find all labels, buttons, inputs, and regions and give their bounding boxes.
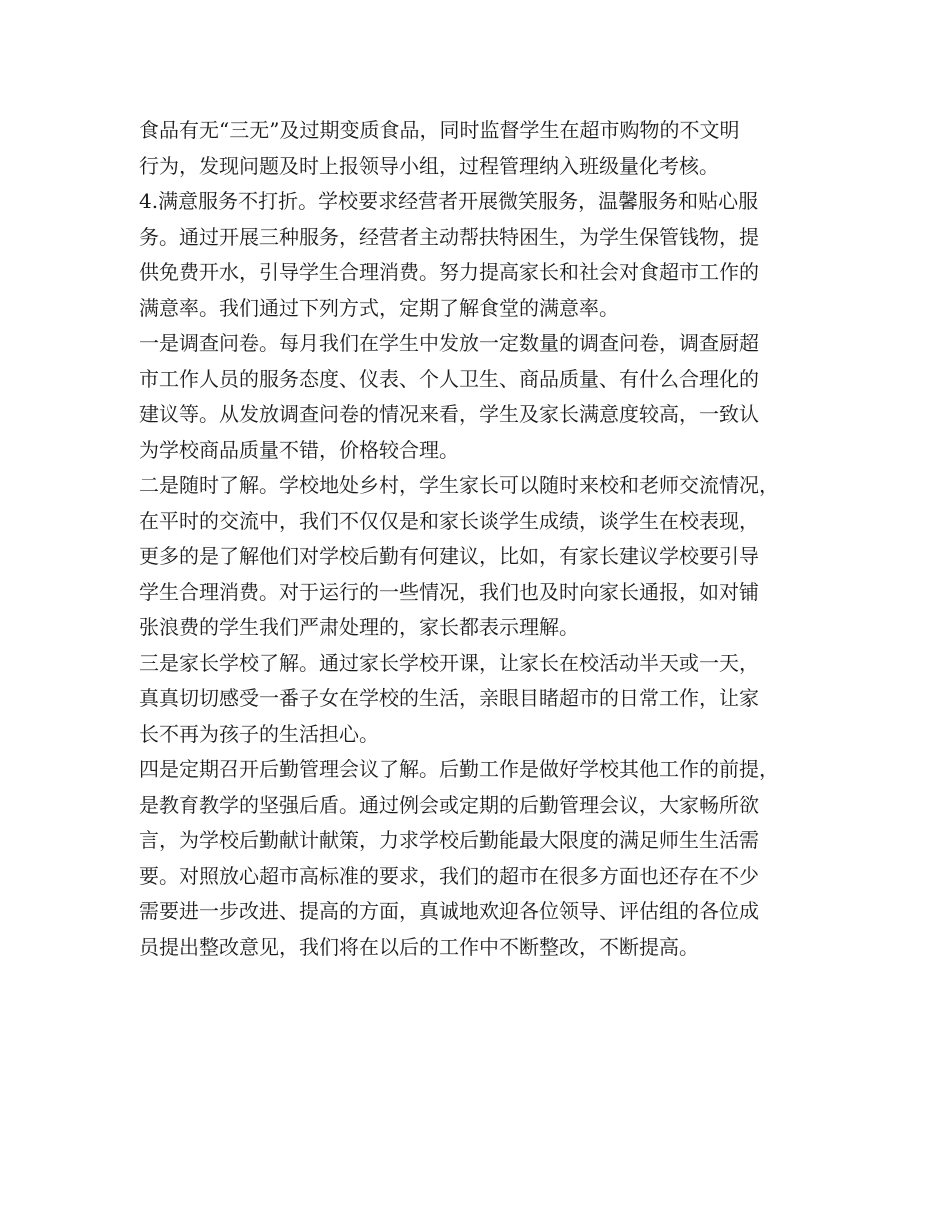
text-line: 要。对照放心超市高标准的要求，我们的超市在很多方面也还存在不少 [139,863,759,888]
text-line: 行为，发现问题及时上报领导小组，过程管理纳入班级量化考核。 [139,153,719,178]
text-line: 4.满意服务不打折。学校要求经营者开展微笑服务，温馨服务和贴心服 [139,189,759,213]
text-line: 满意率。我们通过下列方式，定期了解食堂的满意率。 [139,295,619,320]
text-line: 建议等。从发放调查问卷的情况来看，学生及家长满意度较高，一致认 [139,402,759,426]
text-line: 言，为学校后勤献计献策，力求学校后勤能最大限度的满足师生生活需 [139,828,759,852]
text-line: 为学校商品质量不错，价格较合理。 [139,437,459,462]
text-line: 在平时的交流中，我们不仅仅是和家长谈学生成绩，谈学生在校表现， [139,508,759,533]
text-line: 一是调查问卷。每月我们在学生中发放一定数量的调查问卷，调查厨超 [139,331,759,355]
text-line: 食品有无“三无”及过期变质食品，同时监督学生在超市购物的不文明 [139,118,740,142]
text-line: 长不再为孩子的生活担心。 [139,721,379,746]
text-line: 务。通过开展三种服务，经营者主动帮扶特困生，为学生保管钱物，提 [139,224,759,249]
text-line: 张浪费的学生我们严肃处理的，家长都表示理解。 [139,615,579,639]
text-line: 四是定期召开后勤管理会议了解。后勤工作是做好学校其他工作的前提， [139,757,779,781]
text-line: 真真切切感受一番子女在学校的生活，亲眼目睹超市的日常工作，让家 [139,686,759,710]
text-line: 更多的是了解他们对学校后勤有何建议，比如，有家长建议学校要引导 [139,544,759,568]
text-line: 是教育教学的坚强后盾。通过例会或定期的后勤管理会议，大家畅所欲 [139,792,759,817]
text-line: 供免费开水，引导学生合理消费。努力提高家长和社会对食超市工作的 [139,260,759,284]
text-line: 市工作人员的服务态度、仪表、个人卫生、商品质量、有什么合理化的 [139,366,759,391]
text-line: 学生合理消费。对于运行的一些情况，我们也及时向家长通报，如对铺 [139,579,759,604]
document-body [139,113,829,965]
text-line: 员提出整改意见，我们将在以后的工作中不断整改，不断提高。 [139,934,699,959]
text-line: 三是家长学校了解。通过家长学校开课，让家长在校活动半天或一天， [139,650,759,675]
text-line: 需要进一步改进、提高的方面，真诚地欢迎各位领导、评估组的各位成 [139,899,759,923]
text-line: 二是随时了解。学校地处乡村，学生家长可以随时来校和老师交流情况， [139,473,779,497]
